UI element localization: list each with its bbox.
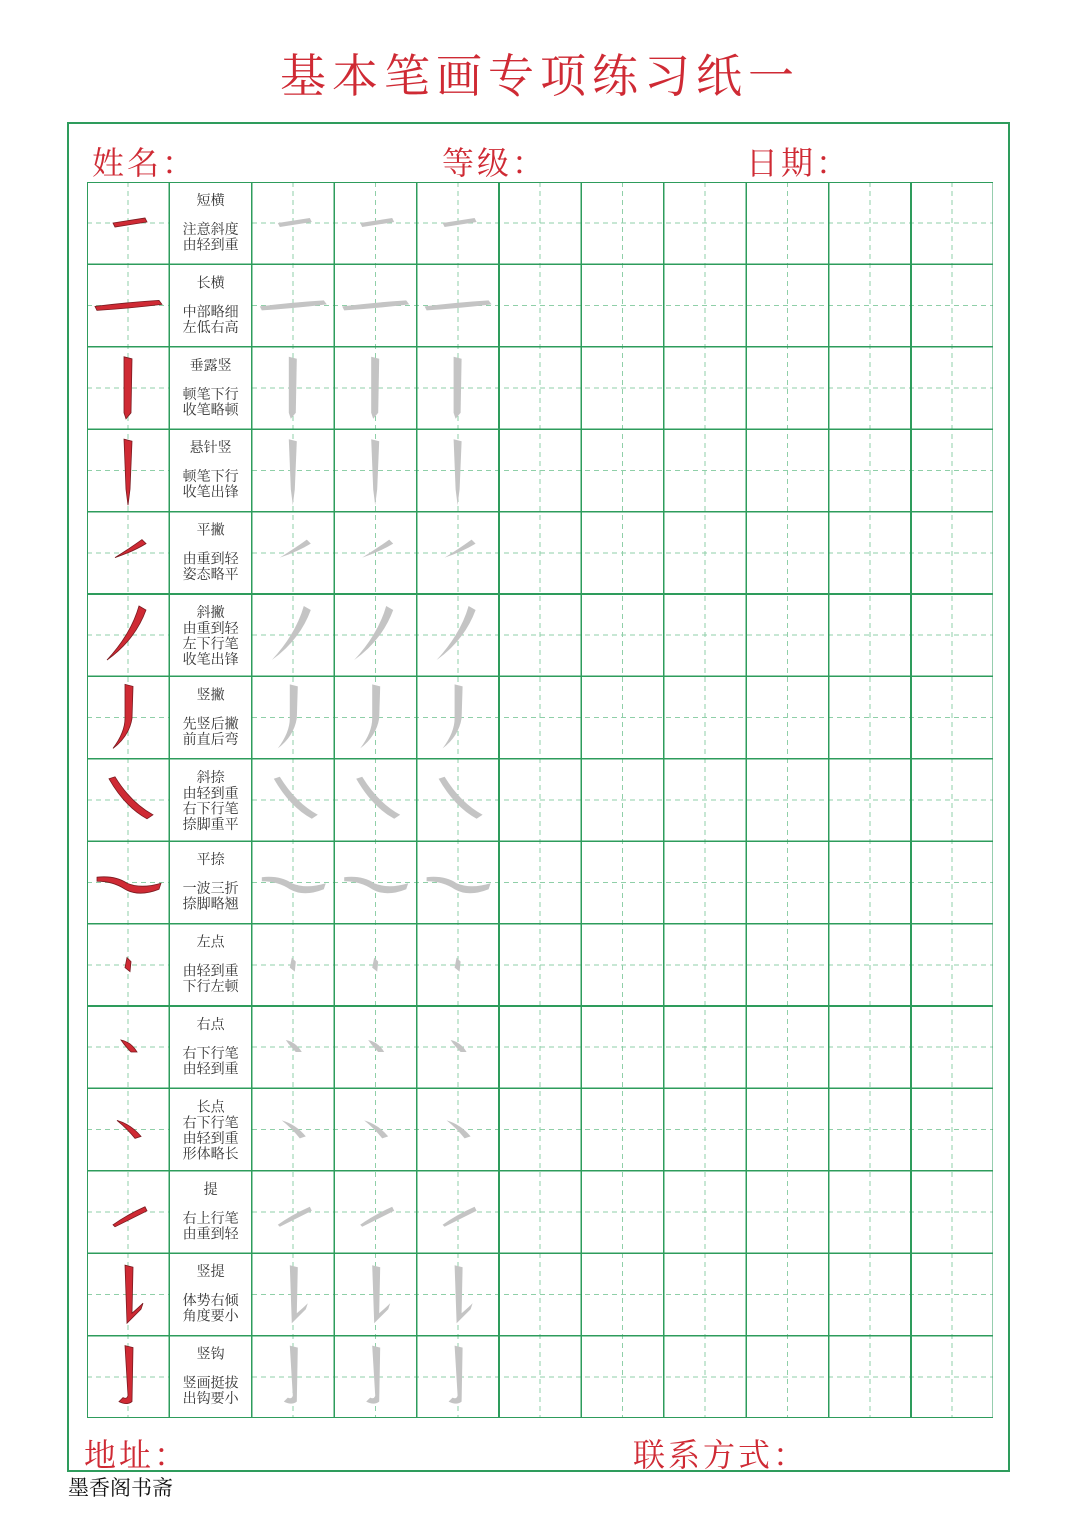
stroke-name: 竖提 xyxy=(196,1264,225,1281)
stroke-tip: 先竖后撇 xyxy=(182,716,239,733)
trace-stroke-6-3 xyxy=(437,606,476,660)
stroke-tip: 下行左顿 xyxy=(182,979,239,996)
trace-stroke-11-2 xyxy=(368,1040,384,1052)
model-stroke-6-shape xyxy=(107,606,146,660)
model-stroke-11 xyxy=(121,1040,137,1052)
stroke-tip: 注意斜度 xyxy=(182,222,239,238)
trace-stroke-11-1-shape xyxy=(286,1040,302,1052)
stroke-tip: 左低右高 xyxy=(182,319,239,336)
model-stroke-13-shape xyxy=(113,1207,147,1227)
trace-stroke-4-1-shape xyxy=(289,439,297,505)
stroke-tip: 右下行笔 xyxy=(182,801,239,818)
trace-stroke-4-3 xyxy=(454,439,462,505)
trace-stroke-15-1 xyxy=(284,1346,298,1404)
stroke-tip: 由轻到重 xyxy=(182,1061,239,1078)
model-stroke-10 xyxy=(125,958,131,972)
stroke-tip: 顿笔下行 xyxy=(182,469,239,486)
trace-stroke-1-3-shape xyxy=(443,218,477,227)
stroke-name: 左点 xyxy=(196,934,225,951)
trace-stroke-13-1-shape xyxy=(278,1207,312,1227)
trace-stroke-1-2 xyxy=(360,218,394,227)
stroke-name: 垂露竖 xyxy=(189,357,232,374)
model-stroke-9 xyxy=(97,877,161,893)
trace-stroke-10-3 xyxy=(455,958,461,972)
trace-stroke-5-2-shape xyxy=(362,540,393,558)
trace-stroke-4-3-shape xyxy=(454,439,462,505)
model-stroke-12 xyxy=(117,1120,141,1138)
stroke-tip: 捺脚重平 xyxy=(182,816,239,833)
trace-stroke-5-2 xyxy=(362,540,393,558)
trace-stroke-13-3 xyxy=(443,1207,477,1227)
trace-stroke-13-2-shape xyxy=(360,1207,394,1227)
stroke-tip: 收笔出锋 xyxy=(182,652,239,668)
stroke-tip: 出钩要小 xyxy=(182,1391,239,1408)
stroke-tip: 顿笔下行 xyxy=(182,386,239,403)
trace-stroke-15-3 xyxy=(449,1346,463,1404)
trace-stroke-15-3-shape xyxy=(449,1346,463,1404)
page-title: 基本笔画专项练习纸一 xyxy=(280,49,800,103)
model-stroke-12-shape xyxy=(117,1120,141,1138)
trace-stroke-12-1 xyxy=(282,1120,306,1138)
practice-grid xyxy=(87,182,993,1418)
date-label: 日期： xyxy=(746,144,852,182)
trace-stroke-10-1 xyxy=(290,958,296,972)
trace-stroke-3-1-shape xyxy=(289,357,297,419)
stroke-tip: 竖画挺拔 xyxy=(182,1375,239,1392)
model-stroke-13 xyxy=(113,1207,147,1227)
stroke-name: 长点 xyxy=(196,1099,225,1116)
trace-stroke-8-1 xyxy=(274,777,318,819)
stroke-tip: 由轻到重 xyxy=(182,1130,239,1147)
trace-stroke-1-2-shape xyxy=(360,218,394,227)
trace-stroke-8-3-shape xyxy=(439,777,483,819)
model-stroke-8-shape xyxy=(109,777,153,819)
stroke-tip: 由轻到重 xyxy=(182,237,239,254)
trace-stroke-12-2 xyxy=(364,1120,388,1138)
trace-stroke-4-2-shape xyxy=(371,439,379,505)
model-stroke-8 xyxy=(109,777,153,819)
model-stroke-10-shape xyxy=(125,958,131,972)
stroke-tip: 一波三折 xyxy=(182,881,239,898)
trace-stroke-11-3-shape xyxy=(451,1040,467,1052)
stroke-name: 右点 xyxy=(196,1017,225,1033)
trace-stroke-1-3 xyxy=(443,218,477,227)
trace-stroke-9-1-shape xyxy=(262,877,326,893)
stroke-name: 提 xyxy=(203,1181,218,1198)
model-stroke-4 xyxy=(124,439,132,505)
model-stroke-15 xyxy=(119,1346,133,1404)
model-stroke-3 xyxy=(124,357,132,419)
trace-stroke-3-3-shape xyxy=(454,357,462,419)
trace-stroke-6-2 xyxy=(354,606,393,660)
stroke-tip: 右上行笔 xyxy=(182,1210,239,1227)
trace-stroke-6-1-shape xyxy=(272,606,311,660)
model-stroke-9-shape xyxy=(97,877,161,893)
trace-stroke-3-2-shape xyxy=(371,357,379,419)
model-stroke-6 xyxy=(107,606,146,660)
trace-stroke-11-3 xyxy=(451,1040,467,1052)
trace-stroke-12-2-shape xyxy=(364,1120,388,1138)
trace-stroke-7-1 xyxy=(278,684,298,748)
trace-stroke-1-1 xyxy=(278,218,312,227)
stroke-tip: 形体略长 xyxy=(182,1146,239,1163)
stroke-tip: 姿态略平 xyxy=(182,567,239,584)
stroke-tip: 中部略细 xyxy=(182,304,239,321)
trace-stroke-9-2-shape xyxy=(344,877,408,893)
stroke-tip: 由重到轻 xyxy=(182,621,239,637)
trace-stroke-4-1 xyxy=(289,439,297,505)
model-stroke-5-shape xyxy=(115,540,146,558)
trace-stroke-11-1 xyxy=(286,1040,302,1052)
stroke-tip: 左下行笔 xyxy=(182,636,239,653)
trace-stroke-11-2-shape xyxy=(368,1040,384,1052)
stroke-tip: 由轻到重 xyxy=(182,785,239,802)
trace-stroke-1-1-shape xyxy=(278,218,312,227)
model-stroke-1-shape xyxy=(113,218,147,227)
trace-stroke-13-2 xyxy=(360,1207,394,1227)
stroke-name: 斜撇 xyxy=(196,605,225,621)
model-stroke-7-shape xyxy=(113,684,133,748)
stroke-tip: 捺脚略翘 xyxy=(182,896,239,913)
stroke-tip: 前直后弯 xyxy=(182,731,239,748)
trace-stroke-15-2 xyxy=(366,1346,380,1404)
trace-stroke-10-3-shape xyxy=(455,958,461,972)
trace-stroke-4-2 xyxy=(371,439,379,505)
stroke-tip: 由重到轻 xyxy=(182,1226,239,1243)
trace-stroke-13-3-shape xyxy=(443,1207,477,1227)
stroke-name: 平捺 xyxy=(196,852,225,869)
trace-stroke-7-3 xyxy=(443,684,463,748)
trace-stroke-7-2 xyxy=(360,684,380,748)
trace-stroke-9-3-shape xyxy=(427,877,491,893)
trace-stroke-6-2-shape xyxy=(354,606,393,660)
trace-stroke-8-1-shape xyxy=(274,777,318,819)
trace-stroke-15-2-shape xyxy=(366,1346,380,1404)
contact-label: 联系方式： xyxy=(633,1436,809,1474)
stroke-name: 竖钩 xyxy=(196,1346,225,1363)
model-stroke-4-shape xyxy=(124,439,132,505)
stroke-tip: 由重到轻 xyxy=(182,551,239,568)
stroke-name: 斜捺 xyxy=(196,769,225,786)
trace-stroke-7-1-shape xyxy=(278,684,298,748)
trace-stroke-5-1-shape xyxy=(280,540,311,558)
model-stroke-5 xyxy=(115,540,146,558)
stroke-tip: 收笔略顿 xyxy=(182,402,239,419)
stroke-name: 短横 xyxy=(196,193,225,209)
trace-stroke-5-3-shape xyxy=(445,540,476,558)
model-stroke-3-shape xyxy=(124,357,132,419)
stroke-tip: 右下行笔 xyxy=(182,1046,239,1062)
trace-stroke-3-3 xyxy=(454,357,462,419)
stroke-name: 竖撇 xyxy=(196,687,225,704)
trace-stroke-9-3 xyxy=(427,877,491,893)
trace-stroke-7-3-shape xyxy=(443,684,463,748)
trace-stroke-7-2-shape xyxy=(360,684,380,748)
model-stroke-1 xyxy=(113,218,147,227)
trace-stroke-8-2 xyxy=(356,777,400,819)
trace-stroke-3-2 xyxy=(371,357,379,419)
stroke-name: 长横 xyxy=(196,275,225,292)
trace-stroke-5-3 xyxy=(445,540,476,558)
watermark: 墨香阁书斋 xyxy=(68,1476,173,1500)
trace-stroke-13-1 xyxy=(278,1207,312,1227)
trace-stroke-5-1 xyxy=(280,540,311,558)
trace-stroke-6-1 xyxy=(272,606,311,660)
stroke-tip: 角度要小 xyxy=(182,1308,239,1325)
grade-label: 等级： xyxy=(442,144,548,182)
trace-stroke-9-1 xyxy=(262,877,326,893)
stroke-tip: 收笔出锋 xyxy=(182,484,239,501)
trace-stroke-3-1 xyxy=(289,357,297,419)
stroke-tip: 体势右倾 xyxy=(182,1293,239,1310)
trace-stroke-6-3-shape xyxy=(437,606,476,660)
trace-stroke-8-3 xyxy=(439,777,483,819)
trace-stroke-9-2 xyxy=(344,877,408,893)
name-label: 姓名： xyxy=(92,144,198,182)
trace-stroke-10-2-shape xyxy=(372,958,378,972)
stroke-name: 平撇 xyxy=(196,522,225,539)
address-label: 地址： xyxy=(84,1436,190,1474)
trace-stroke-10-1-shape xyxy=(290,958,296,972)
model-stroke-11-shape xyxy=(121,1040,137,1052)
trace-stroke-15-1-shape xyxy=(284,1346,298,1404)
trace-stroke-8-2-shape xyxy=(356,777,400,819)
model-stroke-15-shape xyxy=(119,1346,133,1404)
model-stroke-7 xyxy=(113,684,133,748)
trace-stroke-10-2 xyxy=(372,958,378,972)
trace-stroke-12-1-shape xyxy=(282,1120,306,1138)
stroke-name: 悬针竖 xyxy=(189,440,232,457)
stroke-tip: 右下行笔 xyxy=(182,1115,239,1132)
stroke-tip: 由轻到重 xyxy=(182,963,239,980)
